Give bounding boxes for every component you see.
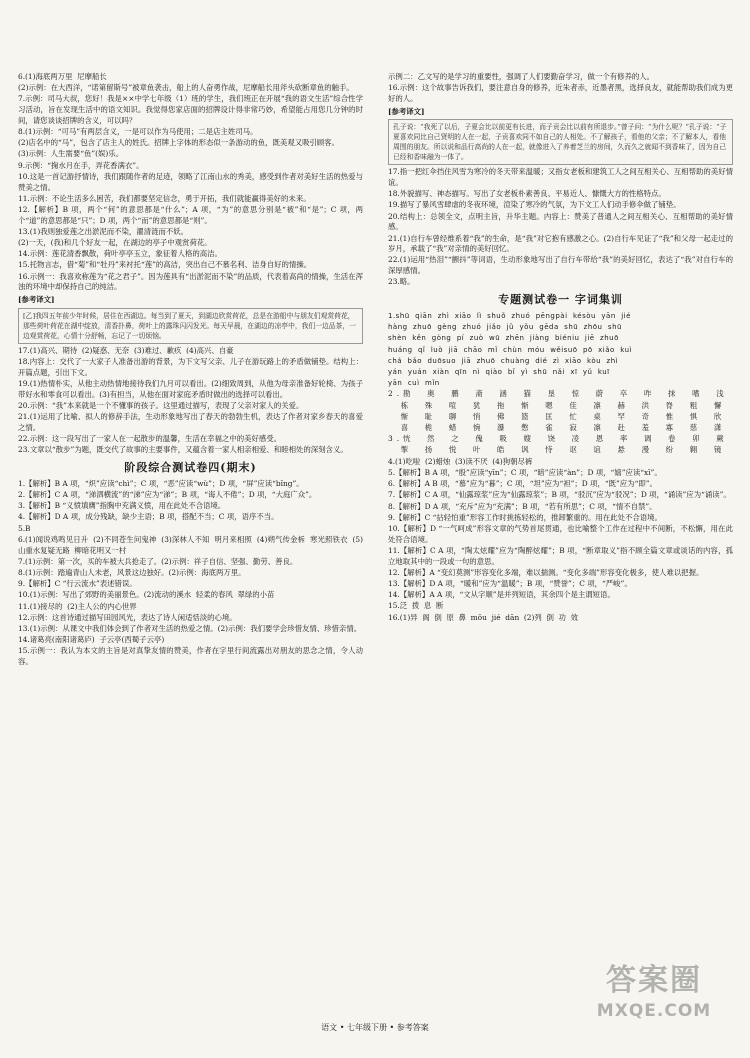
answer-line: 13.(1)我则独爱莲之出淤泥而不染，濯清涟而不妖。 <box>18 226 189 236</box>
answer-line: 14.示例：莲花清香飘散，荷叶亭亭玉立，象征着人格的高洁。 <box>18 249 222 259</box>
answer-line: 20.结构上：总领全文，点明主旨，升华主题。内容上：赞美了普通人之间互相关心、互相帮助的美好情感。 <box>388 211 733 232</box>
right-answers-part-a <box>388 72 733 105</box>
answer-line: 13.【解析】D A 项，“暖和”应为“温暖”；B 项，“赞誉”；C 项，“严峻”。 <box>388 578 632 588</box>
answer-line: 3.恍 然 之 傀 吸 嫂 饶 凌 恩 率 调 卷 卯 蕨 <box>388 434 728 444</box>
answer-line: 掣 扬 悦 叶 皓 讽 恃 讴 谊 悬 漫 纷 翱 镜 <box>388 445 726 455</box>
answer-line: 栋 殊 喧 犹 拖 惭 嗯 佳 凛 赫 洪 脊 粗 懈 <box>388 400 726 410</box>
left-answers-part-a <box>18 72 363 293</box>
answer-line: 19.描写了暴风雪肆虐的冬夜环境，渲染了寒冷的气氛，为下文工人们动手修伞做了铺垫。 <box>388 200 681 210</box>
left-ref-label: [参考译文] <box>18 295 55 305</box>
answer-line: 8.(1)示例：踏遍青山人未老，风景这边独好。(2)示例：海底两万里。 <box>18 567 246 577</box>
section-title-topic-test-1: 专题测试卷一 字词集训 <box>498 293 623 307</box>
answer-line: huáng qǐ luò jiā chāo mǐ chùn móu wěisuō pō xiǎo kuì <box>388 345 632 354</box>
answer-line: 4.(1)吃啦 (2)蜡烛 (3)读不厌 (4)狗朝尽裤 <box>388 456 533 466</box>
answer-line: 18.内容上：交代了一大家子人准备出游的背景，为下文写父亲、儿子在游玩路上的矛盾做铺垫。结构上：开篇点题，引出下文。 <box>18 356 363 377</box>
answer-line: 21.(1)自行车曾经维系着“我”的生命，是“我”对它抱有感激之心。(2)自行车见证了“我”和父母一起走过的岁月，承载了“我”对亲情的美好回忆。 <box>388 233 733 254</box>
answer-line: (3)示例：人生需要“鱼”(娱)乐。 <box>18 149 124 159</box>
answer-line: chá bǎo duōsuo jiā zhuō chuàng dié zì xiāo kòu zhì <box>388 356 619 365</box>
answer-line: 12.【解析】A “变幻莫测”形容变化多端，难以揣测。“变化多端”形容变化极多，使人难以把握。 <box>388 567 704 577</box>
answer-line: 惭 耻 聊 悄 佛 篮 匡 忙 桌 罕 奇 惟 惧 欣 <box>388 411 726 421</box>
answer-line: 4.【解析】D A 项，成分残缺，缺少主语；B 项，搭配不当；C 项，语序不当。 <box>18 512 279 522</box>
answer-line: 10.(1)示例：写出了郊野的美丽景色。(2)流动的溪水 轻柔的春风 翠绿的小苗 <box>18 590 275 600</box>
left-column <box>18 72 363 668</box>
answer-line: 17.指一把红伞挡住风雪为寒冷的冬天带来温暖；又指女老板和建筑工人之间互相关心、互相帮助的美好情谊。 <box>388 167 733 188</box>
answer-line: 13.(1)示例：从课文中我们体会到了作者对生活的热爱之情。(2)示例：我们要学会珍惜友情、珍惜亲情。 <box>18 623 362 633</box>
answer-line: 15.托物言志，借“菊”和“牡丹”来衬托“莲”的高洁，突出自己不慕名利、洁身自好的情操。 <box>18 260 312 270</box>
answer-line: 7.(1)示例：第一次，买的车被大兵抢走了。(2)示例：祥子自信、坚强、勤劳、善良。 <box>18 556 298 566</box>
answer-line: 8.(1)示例：“可马”有两层含义，一是可以作为马使用；二是店主姓司马。 <box>18 127 258 137</box>
answer-line: yán yuán xiàn qīn nì qiào bǐ yì shū nǎi xī yǔ kuī <box>388 368 610 377</box>
answer-line: 16.(1)异 阁 倒 原 鼻 mǒu jié dān (2)列 倒 功 效 <box>388 612 579 622</box>
answer-line: (2)一天，(我)和几个好友一起，在湖边的亭子中观赏荷花。 <box>18 238 212 248</box>
right-answers-part-c <box>388 457 733 624</box>
answer-line: 17.(1)高兴、期待 (2)疑惑、无奈 (3)难过、歉疚 (4)高兴、自豪 <box>18 345 234 355</box>
answer-line: 10.这是一首记游抒情诗，我们跟随作者的足迹，领略了江南山水的秀美，感受到作者对美好生活的热爱与赞美之情。 <box>18 171 363 192</box>
answer-line: 15.示例一：我认为本文的主旨是对真挚友情的赞美，作者在字里行间流露出对朋友的思念之情，令人动容。 <box>18 646 363 667</box>
answer-line: 11.(1)接尽的 (2)主人公的内心世界 <box>18 601 137 611</box>
answer-line: 20.示例：“我”本来就是一个不懂事的孩子。这里通过描写，表现了父亲对家人的关爱。 <box>18 400 304 410</box>
answer-line: 11.示例：不论生活多么困苦，我们都要坚定信念，勇于开拓，我们就能赢得美好的未来。 <box>18 193 311 203</box>
answer-line: 12.【解析】B 项，两个“何”的意思都是“什么”；A 项，“为”的意思分别是“被”和“是”；C 项，两个“道”的意思都是“只”；D 项，两个“而”的意思都是“则”。 <box>18 204 363 225</box>
answer-line: 11.【解析】C A 项，“陶太炫耀”应为“陶醉炫耀”；B 项，“断章取义”指不顾全篇文章或谈话的内容，孤立地取其中的一段或一句的意思。 <box>388 545 733 566</box>
site-watermark-logo <box>566 962 742 1042</box>
answer-line: 12.示例：这首诗通过描写田园风光，表达了诗人闲适恬淡的心境。 <box>18 612 237 622</box>
answer-line: 6.(1)闻说鸡鸣见日升 (2)不同苍生问鬼神 (3)深林人不知 明月来相照 (4)朔气传金柝 寒光照铁衣 (5)山重水复疑无路 柳暗花明又一村 <box>18 534 363 555</box>
answer-line: 6.【解析】A B 项，“慕”应为“暮”；C 项，“坦”应为“袒”；D 项，“既”应为“即”。 <box>388 479 657 489</box>
answer-line: 喜 桅 蜡 惋 瀑 憋 雀 寂 凛 赴 羞 寡 慈 潇 <box>388 423 726 433</box>
answer-line: 8.【解析】D A 项，“充斥”应为“充满”；B 项，“若有所思”；C 项，“情不自禁”。 <box>388 501 657 511</box>
answer-line: yān cuì mǐn <box>388 379 440 388</box>
answer-line: 10.【解析】D “一气呵成”形容文章的气势首尾贯通，也比喻整个工作在过程中不间断，不松懈，用在此处符合语境。 <box>388 523 733 544</box>
left-answers-part-c <box>18 479 363 668</box>
left-ref-text: [乙]我四五年前少年时候，居住在西湖边。每当到了夏天，到湖边欣赏荷花，总是在游船中与朋友们观赏荷花，那些荷叶荷花在湖中绽放，清香扑鼻，荷叶上的露珠闪闪发光。每天早晨，在湖边的凉亭中，我们一边品茶，一边观赏荷花，心情十分舒畅，忘记了一切烦恼。 <box>18 308 363 344</box>
answer-line: 1.shū qiān zhì xiāo lì shuǒ zhuó pēngpài késòu yān jié <box>388 312 631 321</box>
right-ref-label: [参考译文] <box>388 106 425 116</box>
answer-line: 23.略。 <box>388 277 415 287</box>
answer-line: 14.诸葛亮(南阳诸葛庐) 子云亭(西蜀子云亭) <box>18 635 165 645</box>
right-answers-part-b <box>388 167 733 288</box>
answer-line: 9.【解析】C “行云流水”表述错误。 <box>18 579 137 589</box>
answer-line: 6.(1)海底两万里 尼摩船长 <box>18 72 107 81</box>
answer-line: 19.(1)热情朴实，从他主动热情地接待我们九月可以看出。(2)细致周到，从他为母亲准备好轮椅、为孩子带好水和零食可以看出。(3)有担当，从他在面对家庭矛盾时做出的选择可以看出。 <box>18 378 363 399</box>
right-column <box>388 72 733 624</box>
answer-line: 23.文章以“散步”为题，既交代了故事的主要事件，又蕴含着一家人相亲相爱、和睦相处的深刻含义。 <box>18 445 348 455</box>
answer-line: 22.(1)运用“热泪”“颤抖”等词语，生动形象地写出了自行车带给“我”的美好回忆，表达了“我”对自行车的深厚感情。 <box>388 255 733 276</box>
answer-line: 1.【解析】B A 项，“炽”应读“chì”；C 项，“恶”应读“wù”；D 项，“屏”应读“bǐng”。 <box>18 478 304 488</box>
answer-line: 2.勘 奥 鹏 斋 涵 猫 垦 惊 蔚 卒 咋 抹 嗜 浅 <box>388 389 728 399</box>
page-footer: 语文 • 七年级下册 • 参考答案 <box>321 1023 429 1032</box>
answer-line: 3.【解析】B “义愤填膺”指胸中充满义愤，用在此处不合语境。 <box>18 501 226 511</box>
answer-line: (2)店名中的“马”，包含了店主人的姓氏。招牌上字体的形态似一条游动的鱼，既美观又吸引顾客。 <box>18 138 340 148</box>
answer-line: shèn kěn gòng pí zuò wū zhēn jiàng biéniu jiē zhuō <box>388 334 619 343</box>
section-title-stage-test-4: 阶段综合测试卷四(期末) <box>124 460 257 474</box>
answer-line: 示例二：乙文写的是学习的重要性，强调了人们要勤奋学习，做一个有修养的人。 <box>388 72 655 81</box>
answer-line: 9.示例：“掬水月在手，弄花香满衣”。 <box>18 160 144 170</box>
answer-line: 7.【解析】C A 项，“仙露琼浆”应为“仙露琼浆”；B 项，“驳沉”应为“驳况”；D 项，“诵读”应为“诵读”。 <box>388 490 731 500</box>
answer-line: 7.示例：司马大叔，您好！我是××中学七年级（1）班的学生，我们班正在开展“我的语文生活”综合性学习活动，旨在发现生活中的语文知识。我觉得您家店面的招牌设计得非常巧妙，希望能占用您几分钟的时间，请您谈谈招牌的含义，可以吗？ <box>18 94 363 125</box>
answer-line: 16.示例一：我喜欢称莲为“花之君子”。因为莲具有“出淤泥而不染”的品质，代表着高尚的情操，生活在浑浊的环境中却保持自己的纯洁。 <box>18 271 363 292</box>
right-ref-text: 孔子说：“我死了以后，子夏会比以前更有长进，而子贡会比以前有所退步。”曾子问：“为什么呢？”孔子说：“子夏喜欢同比自己贤明的人在一起，子贡喜欢同不如自己的人相处。不了解孩子，看他的父亲；不了解本人，看他周围的朋友。所以说和品行高尚的人在一起，就像进入了养着芝兰的房间，久而久之就闻不到香味了，因为自己已经和香味融为一体了。 <box>388 119 733 165</box>
answer-line: 9.【解析】C “拈轻怕重”形容工作时挑拣轻松的，推卸繁重的。用在此处不合语境。 <box>388 512 662 522</box>
answer-line: 18.外貌描写、神态描写。写出了女老板朴素善良、平易近人、慷慨大方的性格特点。 <box>388 189 666 199</box>
answer-line: 16.示例：这个故事告诉我们，要注意自身的修养，近朱者赤，近墨者黑，选择良友，就能帮助我们成为更好的人。 <box>388 83 733 103</box>
pinyin-answers <box>388 311 733 389</box>
answer-line: 5.B <box>18 523 31 533</box>
answer-line: hàng zhuō gèng zhuó jiǎo jǔ yǒu gēda shū zhōu shū <box>388 323 622 332</box>
left-answers-part-b <box>18 346 363 456</box>
watermark-line1: 答案圈 <box>606 963 702 998</box>
hanzi-answers <box>388 389 733 456</box>
answer-line: 2.【解析】C A 项，“涕泗横流”的“涕”应为“涕”；B 项，“诲人不倦”；D 项，“大庭广众”。 <box>18 490 317 499</box>
answer-line: 14.【解析】A A 项，“文从字顺”是并列短语，其余四个是主谓短语。 <box>388 590 615 600</box>
answer-line: 22.示例：这一段写出了一家人在一起散步的温馨，生活在幸福之中的美好感受。 <box>18 433 282 443</box>
watermark-line2: MXQE.COM <box>596 1001 712 1021</box>
answer-line: (2)示例：在大西洋，“诺第留斯号”被章鱼袭击，船上的人奋勇作战，尼摩船长用斧头砍断章鱼的触手。 <box>18 83 354 93</box>
answer-line: 5.【解析】B A 项，“殷”应读“yīn”；C 项，“暗”应读“àn”；D 项，“嬉”应读“xī”。 <box>388 467 662 477</box>
answer-line: 15.泛 拨 息 断 <box>388 601 444 611</box>
answer-line: 21.(1)运用了比喻、拟人的修辞手法，生动形象地写出了春天的勃勃生机，表达了作者对家乡春天的喜爱之情。 <box>18 411 363 432</box>
